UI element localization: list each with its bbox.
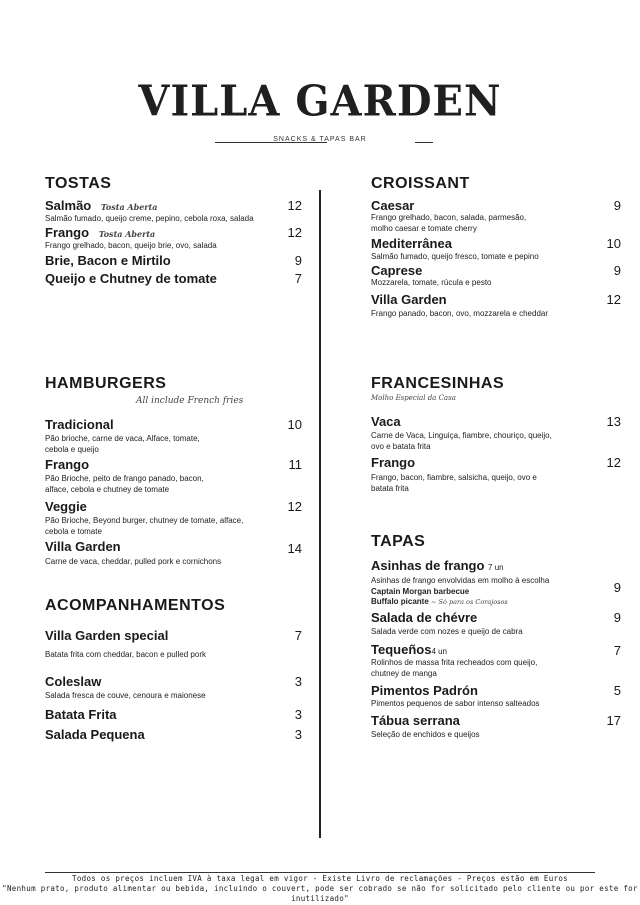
menu-item-desc: Salmão fumado, queijo creme, pepino, cebola roxa, salada	[45, 214, 254, 223]
menu-item-name: Frango	[45, 457, 90, 472]
menu-item-desc: Batata frita com cheddar, bacon e pulled pork	[45, 650, 206, 659]
menu-item-price: 3	[294, 707, 302, 722]
footer-notice: "Nenhum prato, produto alimentar ou bebida, incluindo o couvert, pode ser cobrado se não for solicitado pelo cliente ou por este for	[2, 884, 638, 893]
menu-item-price: 10	[287, 417, 302, 432]
menu-item-name: Salada de chévre	[371, 610, 478, 625]
menu-item-desc: Pão brioche, carne de vaca, Alface, tomate, cebola e queijo	[45, 434, 200, 454]
menu-item-name: Caesar	[371, 198, 415, 213]
menu-item-name: Queijo e Chutney de tomate	[45, 271, 217, 286]
menu-item-name: Mediterrânea	[371, 236, 452, 251]
menu-item-price: 3	[294, 674, 302, 689]
menu-item-price: 9	[294, 253, 302, 268]
menu-item-price: 3	[294, 727, 302, 742]
menu-item-price: 12	[287, 198, 302, 213]
menu-item-desc: Rolinhos de massa frita recheados com queijo, chutney de manga	[371, 658, 538, 678]
menu-item-price: 5	[613, 683, 621, 698]
menu-item-name: Villa Garden	[45, 539, 121, 554]
menu-item-name: Frango	[371, 455, 416, 470]
menu-item-desc: Frango panado, bacon, ovo, mozzarela e cheddar	[371, 309, 549, 318]
menu-item-desc: Frango grelhado, bacon, salada, parmesão, molho caesar e tomate cherry	[371, 213, 527, 233]
menu-item-desc: Asinhas de frango envolvidas em molho à escolha Captain Morgan barbecue Buffalo picante ~ Só para os Corajosos	[371, 576, 550, 606]
menu-item-name: Caprese	[371, 263, 423, 278]
item-qty: 7 un	[488, 563, 504, 572]
menu-item-name: Veggie	[45, 499, 87, 514]
footer-rule	[45, 872, 595, 873]
section-subtitle: All include French fries	[136, 396, 244, 406]
menu-item-name: Pimentos Padrón	[371, 683, 478, 698]
menu-item-price: 9	[613, 263, 621, 278]
section-title-hamburgers: HAMBURGERS	[45, 375, 167, 392]
menu-item-desc: Frango, bacon, fiambre, salsicha, queijo, ovo e batata frita	[371, 473, 537, 493]
menu-item-name: Asinhas de frango 7 un	[371, 558, 504, 573]
menu-item-price: 12	[606, 292, 621, 307]
footer-legal: Todos os preços incluem IVA à taxa legal em vigor - Existe Livro de reclamações - Preços estão em Euros	[72, 874, 568, 883]
menu-item-price: 13	[606, 414, 621, 429]
menu-item-desc: Salada fresca de couve, cenoura e maionese	[45, 691, 206, 700]
menu-item-name: Salmão Tosta Aberta	[45, 198, 158, 213]
menu-item-name: Villa Garden special	[45, 628, 169, 643]
menu-item-desc: Salada verde com nozes e queijo de cabra	[371, 627, 523, 636]
section-title-francesinhas: FRANCESINHAS	[371, 375, 505, 392]
menu-item-name: Tradicional	[45, 417, 114, 432]
menu-item-price: 9	[613, 580, 621, 595]
section-title-tostas: TOSTAS	[45, 175, 112, 192]
item-qty: 4 un	[431, 647, 448, 656]
logo: VILLA GARDEN	[138, 76, 502, 127]
menu-item-name: Frango Tosta Aberta	[45, 225, 156, 240]
menu-item-price: 12	[287, 499, 302, 514]
menu-item-name: Coleslaw	[45, 674, 102, 689]
section-title-croissant: CROISSANT	[371, 175, 470, 192]
menu-item-desc: Pão Brioche, peito de frango panado, bacon, alface, cebola e chutney de tomate	[45, 474, 204, 494]
menu-item-name: Salada Pequena	[45, 727, 145, 742]
menu-item-name: Vaca	[371, 414, 401, 429]
menu-item-price: 9	[613, 610, 621, 625]
tagline: SNACKS & TAPAS BAR	[273, 136, 367, 143]
menu-item-price: 7	[294, 271, 302, 286]
menu-item-price: 14	[287, 541, 302, 556]
menu-item-name: Villa Garden	[371, 292, 447, 307]
menu-item-name: Tequeños4 un	[371, 642, 448, 657]
menu-item-price: 12	[287, 225, 302, 240]
menu-item-price: 11	[288, 457, 302, 472]
menu-item-desc: Frango grelhado, bacon, queijo brie, ovo, salada	[45, 241, 217, 250]
menu-item-desc: Pimentos pequenos de sabor intenso salteados	[371, 699, 540, 708]
section-title-acompanhamentos: ACOMPANHAMENTOS	[45, 597, 226, 614]
item-note: Tosta Aberta	[98, 229, 156, 239]
menu-item-price: 9	[613, 198, 621, 213]
footer-notice-cont: inutilizado"	[291, 894, 349, 903]
menu-item-price: 17	[606, 713, 621, 728]
item-note: Tosta Aberta	[100, 202, 158, 212]
menu-item-price: 7	[294, 628, 302, 643]
column-divider	[319, 190, 321, 838]
section-subtitle: Molho Especial da Casa	[371, 394, 456, 402]
menu-item-name: Brie, Bacon e Mirtilo	[45, 253, 171, 268]
menu-item-name: Batata Frita	[45, 707, 117, 722]
menu-item-desc: Carne de vaca, cheddar, pulled pork e cornichons	[45, 557, 222, 566]
menu-item-price: 7	[613, 643, 621, 658]
menu-item-price: 10	[606, 236, 621, 251]
menu-item-price: 12	[606, 455, 621, 470]
section-title-tapas: TAPAS	[371, 533, 426, 550]
menu-item-desc: Carne de Vaca, Linguiça, fiambre, chouriço, queijo, ovo e batata frita	[371, 431, 552, 451]
menu-item-desc: Seleção de enchidos e queijos	[371, 730, 480, 739]
menu-item-desc: Mozzarela, tomate, rúcula e pesto	[371, 278, 492, 287]
menu-item-name: Tábua serrana	[371, 713, 460, 728]
menu-item-desc: Salmão fumado, queijo fresco, tomate e pepino	[371, 252, 539, 261]
menu-item-desc: Pão Brioche, Beyond burger, chutney de tomate, alface, cebola e tomate	[45, 516, 244, 536]
